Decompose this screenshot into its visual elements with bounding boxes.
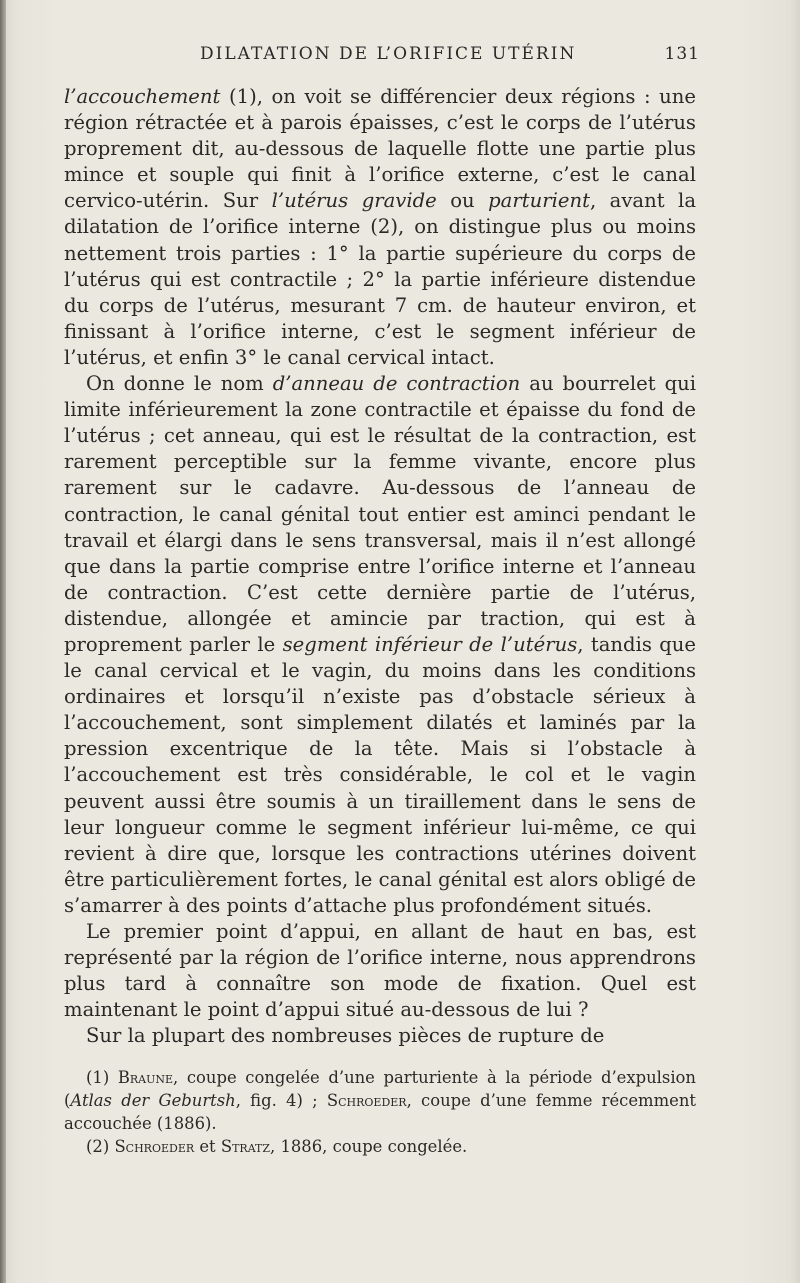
italic-title: Atlas der Geburtsh: [70, 1091, 236, 1110]
italic-term: l’accouchement: [64, 85, 221, 108]
body-text: [64, 84, 696, 1049]
italic-term: segment inférieur de l’utérus: [282, 632, 578, 656]
header-title: DILATATION DE L’ORIFICE UTÉRIN: [200, 44, 577, 64]
text-run: , coupe d’une femme récemment accouchée (1886).: [64, 1091, 696, 1133]
paragraph-3: Le premier point d’appui, en allant de haut en bas, est représenté par la région de l’orifice interne, nous apprendrons plus tard à connaître son mode de fixation. Quel est maintenant le point d’appui situé au-dessous de lui ?: [64, 920, 696, 1022]
paragraph-4: Sur la plupart des nombreuses pièces de rupture de: [86, 1024, 605, 1048]
author-name: Schroeder: [114, 1137, 195, 1156]
page-binding-edge: [0, 0, 6, 1283]
text-run: au bourrelet qui limite inférieurement la zone contractile et épaisse du fond de l’utérus ; cet anneau, qui est le résultat de la contraction, est rarement perceptible sur la femme vivante, encore plus rarement sur le cadavre. Au-dessous de l’anneau de contraction, le canal génital tout entier est aminci pendant le travail et élargi dans le sens transversal, mais il n’est allongé que dans la partie comprise entre l’orifice interne et l’anneau de contraction. C’est cette dernière partie de l’utérus, distendue, allongée et amincie par traction, qui est à proprement parler le: [64, 372, 696, 656]
text-run: et: [194, 1137, 221, 1156]
paragraph-1: [64, 84, 696, 371]
author-name: Stratz: [220, 1137, 271, 1156]
text-run: (1), on voit se différencier deux régions : une région rétractée et à parois épaisses, c’est le corps de l’utérus proprement dit, au-dessous de laquelle flotte une partie plus mince et souple qui finit à l’orifice externe, c’est le canal cervico-utérin. Sur: [64, 85, 696, 213]
page-number: 131: [664, 44, 700, 64]
text-run: , fig. 4) ;: [235, 1091, 327, 1110]
text-run: , avant la dilatation de l’orifice interne (2), on distingue plus ou moins nettement trois parties : 1° la partie supérieure du corps de l’utérus qui est contractile ; 2° la partie inférieure distendue du corps de l’utérus, mesurant 7 cm. de hauteur environ, et finissant à l’orifice interne, c’est le segment inférieur de l’utérus, et enfin 3° le canal cervical intact.: [64, 189, 697, 369]
footnote-1: [64, 1066, 696, 1135]
italic-term: parturient: [488, 189, 590, 213]
author-name: Braune: [117, 1068, 174, 1087]
author-name: Schroeder: [326, 1091, 407, 1110]
text-run: ou: [436, 189, 489, 213]
footnotes: [64, 1066, 696, 1158]
paragraph-2: [64, 371, 696, 919]
text-run: On donne le nom: [86, 372, 273, 396]
italic-term: d’anneau de contraction: [272, 372, 521, 396]
text-run: , tandis que le canal cervical et le vagin, du moins dans les conditions ordinaires et lorsqu’il n’existe pas d’obstacle sérieux à l’accouchement, sont simplement dilatés et laminés par la pression excentrique de la tête. Mais si l’obstacle à l’accouchement est très considérable, le col et le vagin peuvent aussi être soumis à un tiraillement dans le sens de leur longueur comme le segment inférieur lui-même, ce qui revient à dire que, lorsque les contractions utérines doivent être particulièrement fortes, le canal génital est alors obligé de s’amarrer à des points d’attache plus profondément situés.: [64, 632, 696, 917]
text-run: , 1886, coupe congelée.: [270, 1137, 468, 1156]
text-run: , coupe congelée d’une parturiente à la période d’expulsion (: [64, 1068, 696, 1110]
text-run: (1): [86, 1068, 118, 1087]
text-run: (2): [86, 1137, 115, 1156]
italic-term: l’utérus gravide: [271, 189, 437, 213]
running-header: [170, 44, 700, 72]
footnote-2: [64, 1135, 696, 1158]
